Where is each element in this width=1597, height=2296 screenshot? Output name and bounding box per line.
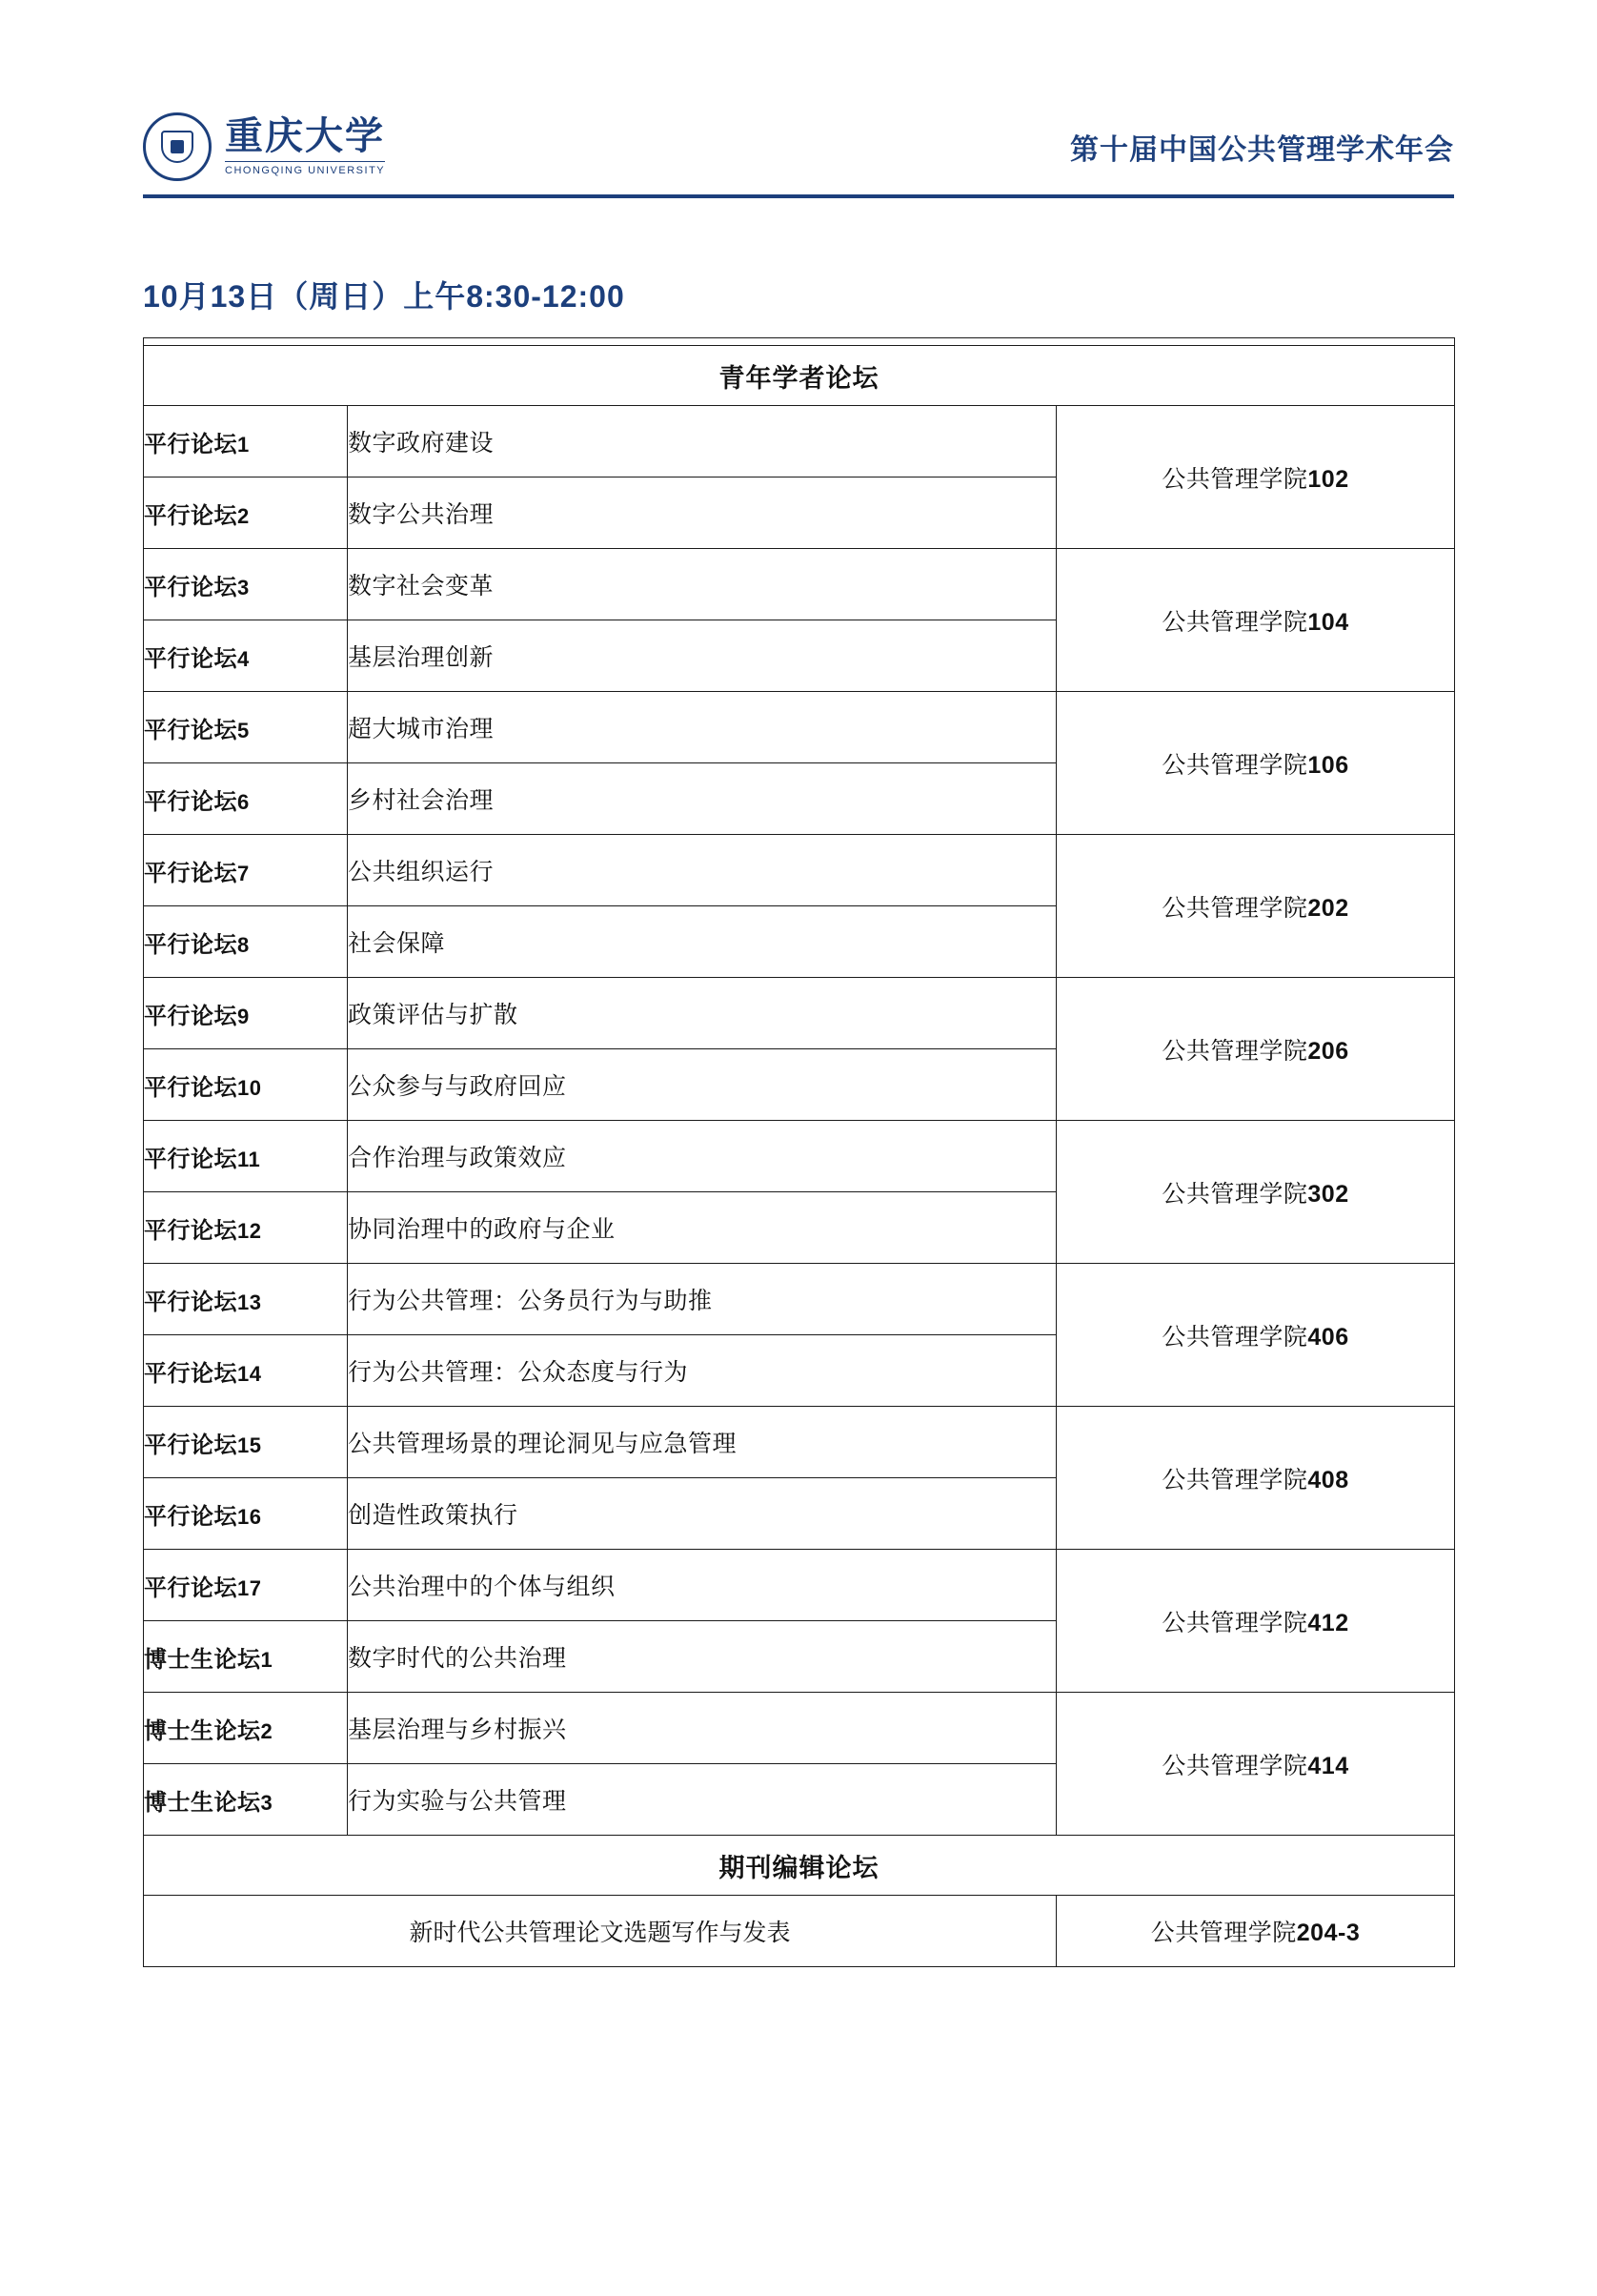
forum-number: 4 bbox=[237, 646, 250, 671]
topic-cell: 公共治理中的个体与组织 bbox=[348, 1550, 1057, 1621]
table-row-journal bbox=[144, 1896, 1455, 1967]
room-cell bbox=[1057, 1550, 1455, 1693]
forum-label-cell bbox=[144, 1621, 348, 1693]
forum-label: 平行论坛 bbox=[144, 574, 237, 600]
table-row bbox=[144, 1550, 1455, 1621]
topic-cell: 基层治理与乡村振兴 bbox=[348, 1693, 1057, 1764]
forum-number: 2 bbox=[237, 503, 250, 528]
forum-number: 12 bbox=[237, 1218, 262, 1243]
forum-label-cell bbox=[144, 1550, 348, 1621]
top-rule-cell bbox=[144, 338, 1455, 346]
forum-label: 博士生论坛 bbox=[144, 1646, 261, 1673]
university-logo bbox=[143, 112, 385, 181]
topic-cell: 公众参与与政府回应 bbox=[348, 1049, 1057, 1121]
logo-text-block bbox=[225, 113, 386, 176]
table-row bbox=[144, 1407, 1455, 1478]
forum-number: 8 bbox=[237, 932, 250, 957]
room-name: 公共管理学院 bbox=[1162, 1609, 1308, 1636]
forum-number: 2 bbox=[260, 1718, 273, 1743]
journal-topic-cell: 新时代公共管理论文选题写作与发表 bbox=[144, 1896, 1057, 1967]
forum-label-cell bbox=[144, 1121, 348, 1192]
forum-label-cell bbox=[144, 406, 348, 477]
forum-label: 博士生论坛 bbox=[144, 1717, 261, 1744]
topic-cell: 协同治理中的政府与企业 bbox=[348, 1192, 1057, 1264]
room-number: 202 bbox=[1307, 894, 1349, 922]
forum-number: 1 bbox=[237, 432, 250, 457]
table-row bbox=[144, 835, 1455, 906]
forum-label: 平行论坛 bbox=[144, 1432, 237, 1458]
section-header-journal bbox=[144, 1836, 1455, 1896]
room-number: 414 bbox=[1307, 1752, 1349, 1779]
forum-label-cell bbox=[144, 1693, 348, 1764]
room-cell bbox=[1057, 835, 1455, 978]
table-top-rule bbox=[144, 338, 1455, 346]
forum-label-cell bbox=[144, 1192, 348, 1264]
topic-cell: 行为公共管理：公众态度与行为 bbox=[348, 1335, 1057, 1407]
logo-chinese-name: 重庆大学 bbox=[225, 113, 385, 158]
forum-label: 平行论坛 bbox=[144, 1003, 237, 1029]
forum-label: 平行论坛 bbox=[144, 1074, 237, 1101]
journal-room-cell bbox=[1057, 1896, 1455, 1967]
forum-label: 平行论坛 bbox=[144, 931, 237, 958]
date-heading: 10月13日（周日）上午8:30-12:00 bbox=[143, 279, 625, 314]
forum-number: 1 bbox=[260, 1647, 273, 1672]
room-number: 406 bbox=[1307, 1323, 1349, 1351]
room-number: 412 bbox=[1307, 1609, 1349, 1636]
document-page bbox=[0, 112, 1597, 2296]
room-number: 206 bbox=[1307, 1037, 1349, 1065]
forum-label-cell bbox=[144, 1264, 348, 1335]
room-cell bbox=[1057, 549, 1455, 692]
schedule-table-body bbox=[144, 338, 1455, 1967]
section-header-youth bbox=[144, 346, 1455, 406]
room-cell bbox=[1057, 1264, 1455, 1407]
room-name: 公共管理学院 bbox=[1162, 894, 1308, 922]
topic-cell: 基层治理创新 bbox=[348, 620, 1057, 692]
room-cell bbox=[1057, 1693, 1455, 1836]
room-name: 公共管理学院 bbox=[1162, 1752, 1308, 1779]
room-cell bbox=[1057, 978, 1455, 1121]
topic-cell: 公共组织运行 bbox=[348, 835, 1057, 906]
forum-number: 16 bbox=[237, 1504, 262, 1529]
forum-label-cell bbox=[144, 835, 348, 906]
forum-label: 平行论坛 bbox=[144, 431, 237, 457]
forum-label-cell bbox=[144, 620, 348, 692]
forum-label-cell bbox=[144, 477, 348, 549]
room-name: 公共管理学院 bbox=[1162, 1466, 1308, 1493]
forum-label-cell bbox=[144, 1764, 348, 1836]
forum-label: 平行论坛 bbox=[144, 1289, 237, 1315]
topic-cell: 数字公共治理 bbox=[348, 477, 1057, 549]
forum-label-cell bbox=[144, 692, 348, 763]
forum-label-cell bbox=[144, 1049, 348, 1121]
topic-cell: 行为公共管理：公务员行为与助推 bbox=[348, 1264, 1057, 1335]
room-cell bbox=[1057, 1121, 1455, 1264]
forum-label: 平行论坛 bbox=[144, 645, 237, 672]
forum-number: 14 bbox=[237, 1361, 262, 1386]
room-name: 公共管理学院 bbox=[1162, 1180, 1308, 1208]
forum-label: 平行论坛 bbox=[144, 788, 237, 815]
room-name: 公共管理学院 bbox=[1162, 608, 1308, 636]
room-name: 公共管理学院 bbox=[1150, 1920, 1297, 1946]
forum-label-cell bbox=[144, 906, 348, 978]
forum-label: 平行论坛 bbox=[144, 1575, 237, 1601]
forum-number: 10 bbox=[237, 1075, 262, 1100]
table-row bbox=[144, 1264, 1455, 1335]
forum-label-cell bbox=[144, 978, 348, 1049]
room-name: 公共管理学院 bbox=[1162, 751, 1308, 779]
topic-cell: 合作治理与政策效应 bbox=[348, 1121, 1057, 1192]
conference-title: 第十届中国公共管理学术年会 bbox=[1070, 134, 1454, 166]
forum-label-cell bbox=[144, 1335, 348, 1407]
room-name: 公共管理学院 bbox=[1162, 1323, 1308, 1351]
room-name: 公共管理学院 bbox=[1162, 1037, 1308, 1065]
forum-label: 平行论坛 bbox=[144, 1360, 237, 1387]
topic-cell: 政策评估与扩散 bbox=[348, 978, 1057, 1049]
forum-label: 平行论坛 bbox=[144, 1217, 237, 1244]
forum-label: 平行论坛 bbox=[144, 1146, 237, 1172]
forum-label: 平行论坛 bbox=[144, 502, 237, 529]
topic-cell: 社会保障 bbox=[348, 906, 1057, 978]
forum-label: 博士生论坛 bbox=[144, 1789, 261, 1816]
page-header bbox=[143, 112, 1454, 198]
forum-number: 3 bbox=[260, 1790, 273, 1815]
table-row bbox=[144, 1121, 1455, 1192]
forum-number: 7 bbox=[237, 861, 250, 885]
forum-label-cell bbox=[144, 1478, 348, 1550]
forum-number: 3 bbox=[237, 575, 250, 599]
room-cell bbox=[1057, 406, 1455, 549]
topic-cell: 行为实验与公共管理 bbox=[348, 1764, 1057, 1836]
forum-label-cell bbox=[144, 549, 348, 620]
topic-cell: 数字政府建设 bbox=[348, 406, 1057, 477]
forum-label: 平行论坛 bbox=[144, 860, 237, 886]
forum-number: 15 bbox=[237, 1432, 262, 1457]
forum-number: 13 bbox=[237, 1290, 262, 1314]
topic-cell: 超大城市治理 bbox=[348, 692, 1057, 763]
room-number: 408 bbox=[1307, 1466, 1349, 1493]
forum-number: 6 bbox=[237, 789, 250, 814]
room-number: 106 bbox=[1307, 751, 1349, 779]
topic-cell: 创造性政策执行 bbox=[348, 1478, 1057, 1550]
room-number: 302 bbox=[1307, 1180, 1349, 1208]
room-name: 公共管理学院 bbox=[1162, 465, 1308, 493]
forum-label: 平行论坛 bbox=[144, 1503, 237, 1530]
forum-label: 平行论坛 bbox=[144, 717, 237, 743]
forum-number: 17 bbox=[237, 1575, 262, 1600]
section-title-journal: 期刊编辑论坛 bbox=[144, 1836, 1455, 1896]
room-number: 104 bbox=[1307, 608, 1349, 636]
room-cell bbox=[1057, 1407, 1455, 1550]
schedule-table-wrapper bbox=[143, 337, 1454, 1967]
logo-english-name: CHONGQING UNIVERSITY bbox=[225, 161, 385, 176]
table-row bbox=[144, 1693, 1455, 1764]
topic-cell: 数字社会变革 bbox=[348, 549, 1057, 620]
schedule-table bbox=[143, 337, 1455, 1967]
university-seal-icon bbox=[143, 112, 212, 181]
table-row bbox=[144, 549, 1455, 620]
topic-cell: 乡村社会治理 bbox=[348, 763, 1057, 835]
room-cell bbox=[1057, 692, 1455, 835]
topic-cell: 公共管理场景的理论洞见与应急管理 bbox=[348, 1407, 1057, 1478]
section-title-youth: 青年学者论坛 bbox=[144, 346, 1455, 406]
table-row bbox=[144, 692, 1455, 763]
forum-number: 9 bbox=[237, 1004, 250, 1028]
table-row bbox=[144, 406, 1455, 477]
forum-label-cell bbox=[144, 1407, 348, 1478]
topic-cell: 数字时代的公共治理 bbox=[348, 1621, 1057, 1693]
forum-label-cell bbox=[144, 763, 348, 835]
forum-number: 5 bbox=[237, 718, 250, 742]
room-number: 102 bbox=[1307, 465, 1349, 493]
room-number: 204-3 bbox=[1296, 1920, 1361, 1946]
forum-number: 11 bbox=[237, 1147, 261, 1171]
table-row bbox=[144, 978, 1455, 1049]
